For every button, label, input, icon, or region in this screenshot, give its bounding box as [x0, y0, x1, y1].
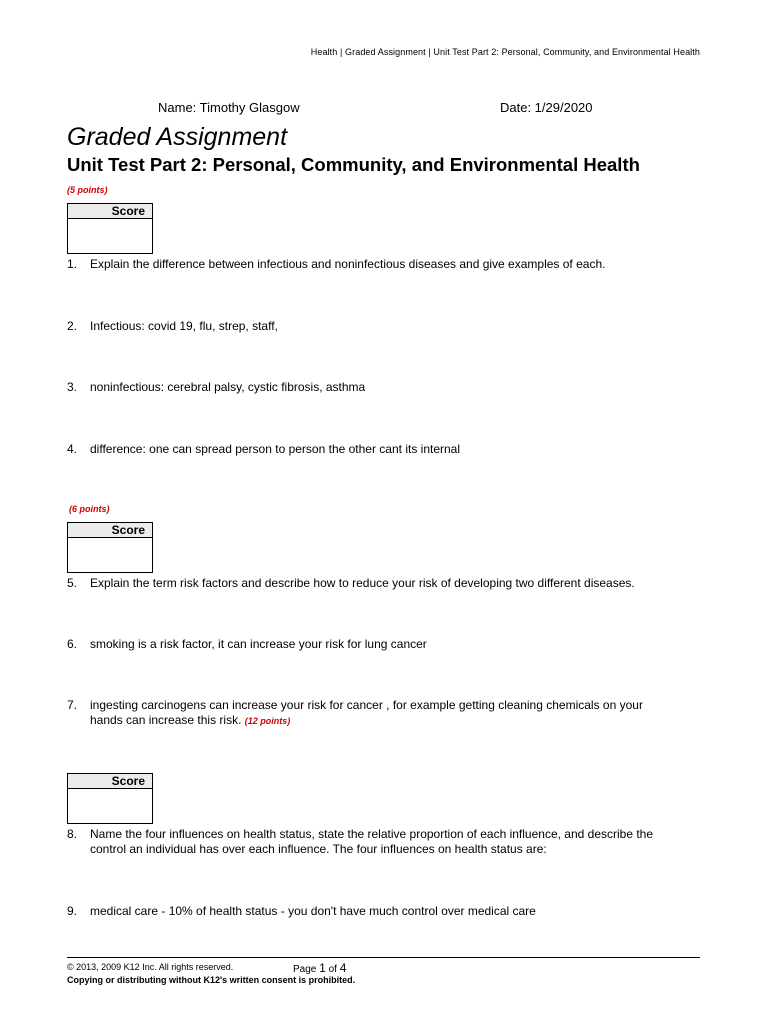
list-item — [67, 827, 687, 857]
item-text: ingesting carcinogens can increase your risk for cancer , for example getting cleaning chemicals on your hands can increase this risk. — [90, 698, 643, 727]
item-text: Infectious: covid 19, flu, strep, staff, — [90, 319, 278, 333]
item-text: smoking is a risk factor, it can increase your risk for lung cancer — [90, 637, 427, 651]
page-current: 1 — [319, 961, 326, 975]
score-box-3[interactable] — [67, 773, 153, 824]
footer-divider — [67, 957, 700, 958]
score-header: Score — [68, 204, 152, 219]
page-subtitle: Unit Test Part 2: Personal, Community, and Environmental Health — [67, 154, 640, 175]
list-item — [67, 698, 677, 729]
score-field[interactable] — [68, 219, 152, 253]
page-prefix: Page — [293, 964, 320, 975]
item-text: Explain the term risk factors and describe how to reduce your risk of developing two different diseases. — [90, 576, 635, 590]
footer-copyright: © 2013, 2009 K12 Inc. All rights reserved. — [67, 962, 234, 972]
list-item — [67, 904, 707, 919]
footer-notice: Copying or distributing without K12's written consent is prohibited. — [67, 975, 356, 985]
item-text: medical care - 10% of health status - you don't have much control over medical care — [90, 904, 536, 918]
item-number: 1. — [67, 257, 78, 271]
score-header: Score — [68, 774, 152, 789]
item-text: Name the four influences on health status, state the relative proportion of each influence, and describe the control an individual has over each influence. The four influences on health status are: — [90, 827, 654, 856]
score-box-1[interactable] — [67, 203, 153, 254]
page-total: 4 — [339, 961, 347, 975]
score-box-2[interactable] — [67, 522, 153, 573]
section-3-points: (12 points) — [244, 716, 291, 726]
list-item — [67, 442, 707, 457]
page-mid: of — [325, 964, 340, 975]
student-name: Name: Timothy Glasgow — [158, 100, 300, 115]
assignment-date: Date: 1/29/2020 — [500, 100, 593, 115]
list-item — [67, 257, 707, 272]
score-field[interactable] — [68, 789, 152, 823]
item-number: 3. — [67, 380, 78, 394]
item-number: 6. — [67, 637, 78, 651]
item-text: difference: one can spread person to person the other cant its internal — [90, 442, 461, 456]
page-number — [293, 961, 346, 975]
item-text: Explain the difference between infectious and noninfectious diseases and give examples of each. — [90, 257, 606, 271]
list-item — [67, 637, 707, 652]
list-item — [67, 576, 707, 591]
item-number: 2. — [67, 319, 78, 333]
item-number: 7. — [67, 698, 78, 712]
item-number: 8. — [67, 827, 78, 841]
score-header: Score — [68, 523, 152, 538]
item-number: 4. — [67, 442, 78, 456]
page-title: Graded Assignment — [67, 123, 288, 151]
list-item — [67, 319, 707, 334]
list-item — [67, 380, 707, 395]
score-field[interactable] — [68, 538, 152, 572]
item-text: noninfectious: cerebral palsy, cystic fibrosis, asthma — [90, 380, 366, 394]
section-2-points: (6 points) — [69, 504, 110, 514]
running-header: Health | Graded Assignment | Unit Test Part 2: Personal, Community, and Environmental Health — [310, 47, 700, 57]
item-number: 5. — [67, 576, 78, 590]
item-number: 9. — [67, 904, 78, 918]
section-1-points: (5 points) — [67, 185, 108, 195]
